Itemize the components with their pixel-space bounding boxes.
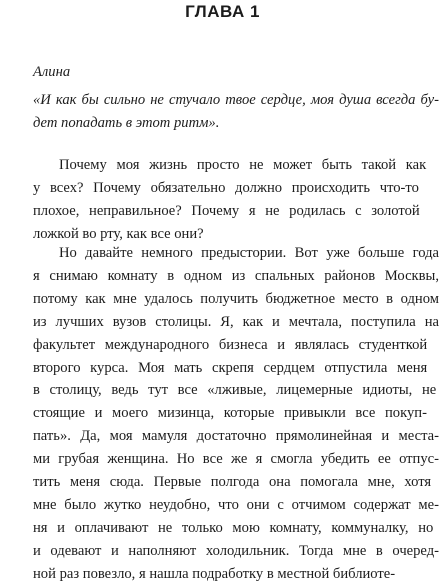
paragraph-line: стоящие и моего мизинца, которые привыкли все покуп- — [33, 405, 427, 422]
paragraph-1 — [33, 154, 439, 246]
epigraph-line: «И как бы сильно не стучало твое сердце, моя душа всегда бу- — [33, 92, 439, 108]
paragraph-line: в столицу, ведь тут все «лживые, лицемерные идиоты, не — [33, 382, 437, 399]
paragraph-line: я снимаю комнату в одном из спальных районов Москвы, — [33, 267, 439, 284]
epigraph — [33, 89, 439, 135]
paragraph-line: тить меня сюда. Первые полгода она помогала мне, хотя — [33, 474, 432, 491]
paragraph-line: Но давайте немного предыстории. Вот уже больше года — [59, 245, 439, 261]
paragraph-line: пать». Да, моя мамуля достаточно прямолинейная и места- — [33, 428, 439, 445]
paragraph-line: ня и оплачивают не только мою комнату, коммуналку, но — [33, 519, 434, 536]
paragraph-line: ложкой во рту, как все они? — [33, 225, 204, 242]
paragraph-line: из лучших вузов столицы. Я, как и мечтала, поступила на — [33, 313, 439, 330]
paragraph-line: и одевают и наполняют холодильник. Тогда мне в очеред- — [33, 542, 439, 559]
paragraph-line: факультет международного бизнеса и являлась студенткой — [33, 336, 428, 353]
author-name: Алина — [33, 64, 71, 80]
paragraph-line: потому как мне удалось получить бюджетное место в одном — [33, 290, 439, 307]
paragraph-line: плохое, неправильное? Почему я не родилась с золотой — [33, 202, 420, 219]
paragraph-line: мне было жутко неудобно, что они с отчимом содержат ме- — [33, 496, 439, 513]
paragraph-line: Почему моя жизнь просто не может быть такой как — [59, 157, 427, 173]
paragraph-line: у всех? Почему обязательно должно происходить что-то — [33, 179, 419, 196]
epigraph-line: дет попадать в этот ритм». — [33, 114, 220, 131]
chapter-title: ГЛАВА 1 — [185, 2, 260, 21]
paragraph-line: ной раз повезло, я нашла подработку в местной библиоте- — [33, 565, 396, 582]
paragraph-2 — [33, 242, 439, 586]
paragraph-line: второго курса. Моя мать скрепя сердцем отпустила меня — [33, 359, 428, 376]
paragraph-line: ми грубая женщина. Но все же я смогла убедить ее отпус- — [33, 451, 439, 468]
